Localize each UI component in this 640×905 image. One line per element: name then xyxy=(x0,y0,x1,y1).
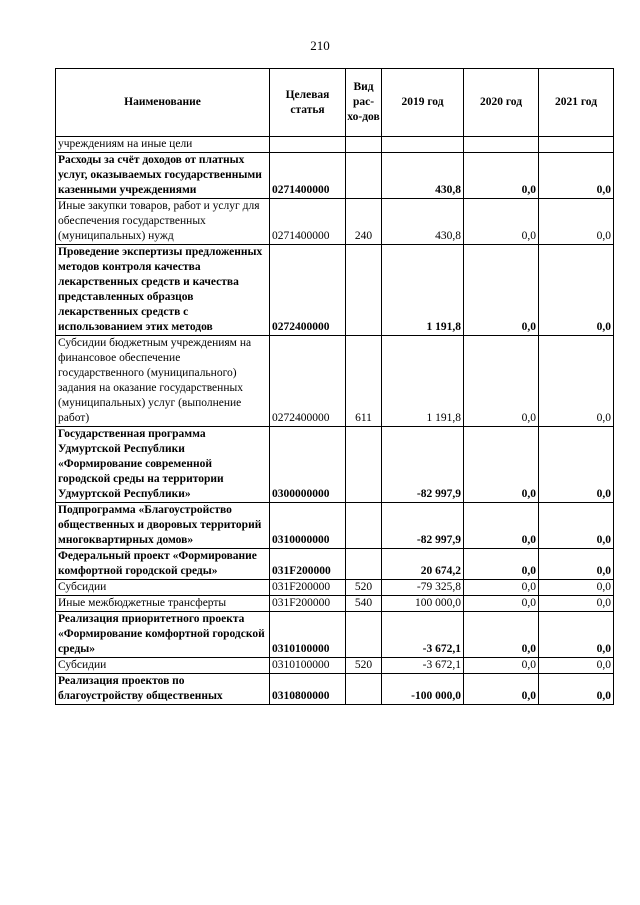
row-2019: 430,8 xyxy=(382,199,464,245)
table-row xyxy=(56,549,614,580)
page-number: 210 xyxy=(310,38,330,53)
row-type xyxy=(346,245,382,336)
table-row xyxy=(56,427,614,503)
row-code: 031F200000 xyxy=(270,549,346,580)
row-2021: 0,0 xyxy=(539,612,614,658)
row-2019: -3 672,1 xyxy=(382,612,464,658)
row-name: Реализация приоритетного проекта «Формирование комфортной городской среды» xyxy=(56,612,270,658)
row-code xyxy=(270,137,346,153)
row-2020: 0,0 xyxy=(464,427,539,503)
row-2019: 20 674,2 xyxy=(382,549,464,580)
table-row xyxy=(56,612,614,658)
row-name: Федеральный проект «Формирование комфортной городской среды» xyxy=(56,549,270,580)
row-2019: -82 997,9 xyxy=(382,427,464,503)
budget-table xyxy=(55,68,614,705)
row-2019: 430,8 xyxy=(382,153,464,199)
row-2020: 0,0 xyxy=(464,612,539,658)
row-2020: 0,0 xyxy=(464,674,539,705)
row-type: 540 xyxy=(346,596,382,612)
table-row xyxy=(56,199,614,245)
row-code: 0272400000 xyxy=(270,336,346,427)
table-row xyxy=(56,503,614,549)
row-2021: 0,0 xyxy=(539,245,614,336)
row-code: 0310000000 xyxy=(270,503,346,549)
row-2021: 0,0 xyxy=(539,549,614,580)
row-2021: 0,0 xyxy=(539,674,614,705)
row-2020: 0,0 xyxy=(464,658,539,674)
row-name: Субсидии бюджетным учреждениям на финансовое обеспечение государственного (муниципального) задания на оказание государственных (муниципальных) услуг (выполнение работ) xyxy=(56,336,270,427)
row-2021: 0,0 xyxy=(539,199,614,245)
row-type xyxy=(346,427,382,503)
row-code: 0271400000 xyxy=(270,199,346,245)
table-row xyxy=(56,153,614,199)
row-name: Иные закупки товаров, работ и услуг для обеспечения государственных (муниципальных) нужд xyxy=(56,199,270,245)
header-2019: 2019 год xyxy=(382,69,464,137)
row-name: Субсидии xyxy=(56,580,270,596)
row-2020: 0,0 xyxy=(464,596,539,612)
row-name: Иные межбюджетные трансферты xyxy=(56,596,270,612)
row-name: Проведение экспертизы предложенных методов контроля качества лекарственных средств и качества представленных образцов лекарственных средств с использованием этих методов xyxy=(56,245,270,336)
row-2019: 1 191,8 xyxy=(382,245,464,336)
row-2021: 0,0 xyxy=(539,658,614,674)
header-2021: 2021 год xyxy=(539,69,614,137)
table-row xyxy=(56,137,614,153)
row-type xyxy=(346,503,382,549)
row-2019: 1 191,8 xyxy=(382,336,464,427)
row-code: 0272400000 xyxy=(270,245,346,336)
table-row xyxy=(56,658,614,674)
row-name: Государственная программа Удмуртской Республики «Формирование современной городской среды на территории Удмуртской Республики» xyxy=(56,427,270,503)
row-2021 xyxy=(539,137,614,153)
row-2020: 0,0 xyxy=(464,153,539,199)
row-type xyxy=(346,153,382,199)
row-2021: 0,0 xyxy=(539,153,614,199)
header-name: Наименование xyxy=(56,69,270,137)
row-2019: 100 000,0 xyxy=(382,596,464,612)
row-type: 520 xyxy=(346,658,382,674)
row-code: 031F200000 xyxy=(270,580,346,596)
row-name: Реализация проектов по благоустройству общественных xyxy=(56,674,270,705)
row-type xyxy=(346,137,382,153)
row-name: Подпрограмма «Благоустройство общественных и дворовых территорий многоквартирных домов» xyxy=(56,503,270,549)
row-2020: 0,0 xyxy=(464,336,539,427)
table-row xyxy=(56,336,614,427)
row-2020: 0,0 xyxy=(464,549,539,580)
table-row xyxy=(56,580,614,596)
table-row xyxy=(56,596,614,612)
row-2021: 0,0 xyxy=(539,336,614,427)
row-2020: 0,0 xyxy=(464,503,539,549)
row-code: 0300000000 xyxy=(270,427,346,503)
row-code: 0310100000 xyxy=(270,658,346,674)
row-name: Расходы за счёт доходов от платных услуг, оказываемых государственными казенными учреждениями xyxy=(56,153,270,199)
row-2019 xyxy=(382,137,464,153)
row-type xyxy=(346,612,382,658)
table-row xyxy=(56,674,614,705)
header-2020: 2020 год xyxy=(464,69,539,137)
header-row xyxy=(56,69,614,137)
row-2021: 0,0 xyxy=(539,427,614,503)
row-2020: 0,0 xyxy=(464,580,539,596)
row-2020: 0,0 xyxy=(464,199,539,245)
row-code: 0271400000 xyxy=(270,153,346,199)
row-code: 031F200000 xyxy=(270,596,346,612)
row-type xyxy=(346,549,382,580)
row-type: 520 xyxy=(346,580,382,596)
table-row xyxy=(56,245,614,336)
row-2021: 0,0 xyxy=(539,596,614,612)
row-code: 0310100000 xyxy=(270,612,346,658)
row-2019: -3 672,1 xyxy=(382,658,464,674)
header-expense-type: Вид рас-хо-дов xyxy=(346,69,382,137)
row-2019: -79 325,8 xyxy=(382,580,464,596)
row-name: Субсидии xyxy=(56,658,270,674)
header-target: Целевая статья xyxy=(270,69,346,137)
row-type xyxy=(346,674,382,705)
row-2021: 0,0 xyxy=(539,580,614,596)
row-2019: -82 997,9 xyxy=(382,503,464,549)
row-type: 611 xyxy=(346,336,382,427)
row-name: учреждениям на иные цели xyxy=(56,137,270,153)
row-2020 xyxy=(464,137,539,153)
row-2021: 0,0 xyxy=(539,503,614,549)
row-type: 240 xyxy=(346,199,382,245)
row-2019: -100 000,0 xyxy=(382,674,464,705)
row-2020: 0,0 xyxy=(464,245,539,336)
row-code: 0310800000 xyxy=(270,674,346,705)
